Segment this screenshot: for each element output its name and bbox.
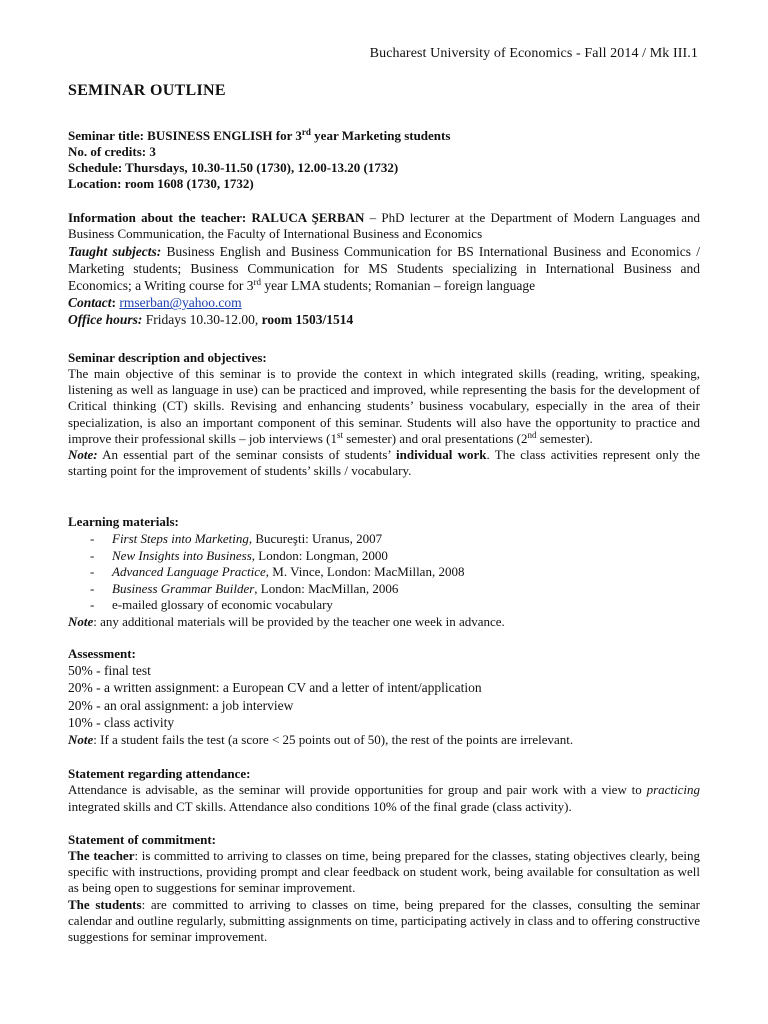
taught-subjects-text: Business English and Business Communication for BS International Business and Economics / Marketing students; Business Communication for MS Students specializing in International Business and Economics; a Writing course for 3	[68, 244, 700, 294]
description-sup-1: st	[336, 429, 343, 440]
office-room: room 1503/1514	[261, 312, 354, 328]
course-info	[68, 128, 700, 192]
page-title: SEMINAR OUTLINE	[68, 82, 226, 99]
attendance-text: Attendance is advisable, as the seminar will provide opportunities for group and pair work with a view to	[68, 782, 647, 797]
description-section	[68, 350, 700, 479]
commitment-section	[68, 832, 700, 945]
assessment-note	[68, 732, 700, 748]
teacher-commitment-label: The teacher	[68, 848, 135, 863]
list-item	[68, 597, 700, 614]
attendance-section	[68, 766, 700, 815]
description-note-label: Note:	[68, 447, 98, 463]
taught-subjects-sup: rd	[253, 277, 262, 288]
contact-label: Contact	[68, 295, 112, 311]
attendance-italic: practicing	[646, 782, 700, 797]
list-item	[68, 548, 700, 565]
list-item	[68, 581, 700, 598]
commitment-heading: Statement of commitment:	[68, 832, 217, 847]
contact-colon: :	[111, 295, 120, 311]
description-note-rest: . The class activities represent only the starting point for the improvement of students’ skills / vocabulary.	[68, 447, 700, 479]
seminar-title-line	[68, 128, 700, 144]
teacher-commitment-text: : is committed to arriving to classes on time, being prepared for the classes, stating objectives clearly, being specific with instructions, providing prompt and clear feedback on student work, being available for consultation as well as being open to suggestions for seminar improvement.	[68, 848, 700, 896]
description-text-1: The main objective of this seminar is to provide the context in which integrated skills (reading, writing, speaking, listening as well as language in use) can be practiced and improved, while representing the basis for the development of Critical thinking (CT) skills. Revising and enhancing students’ business vocabulary, especially in the area of their specialization, is also an important component of this seminar. Students will also have the opportunity to practice and improve their professional skills – job interviews (1	[68, 366, 700, 446]
location-line: Location: room 1608 (1730, 1732)	[68, 176, 254, 191]
materials-note	[68, 614, 700, 630]
taught-subjects-rest: year LMA students; Romanian – foreign language	[261, 278, 536, 294]
taught-subjects-paragraph	[68, 243, 700, 294]
seminar-title-rest: year Marketing students	[310, 128, 451, 143]
material-details: , Bucureşti: Uranus, 2007	[248, 531, 383, 546]
description-sup-2: nd	[527, 429, 537, 440]
material-details: e-mailed glossary of economic vocabulary	[112, 597, 333, 613]
office-hours-label: Office hours:	[68, 312, 143, 328]
attendance-text-rest: integrated skills and CT skills. Attendance also conditions 10% of the final grade (class activity).	[68, 798, 572, 814]
schedule-line: Schedule: Thursdays, 10.30-11.50 (1730), 12.00-13.20 (1732)	[68, 160, 399, 175]
list-item	[68, 564, 700, 581]
material-title: First Steps into Marketing	[112, 531, 249, 546]
description-paragraph	[68, 366, 700, 447]
description-note-bold: individual work	[396, 447, 487, 463]
students-commitment-label: The students	[68, 896, 142, 912]
credits-line: No. of credits: 3	[68, 144, 156, 159]
material-title: Business Grammar Builder	[112, 580, 255, 596]
description-text-2: semester) and oral presentations (2	[343, 430, 528, 446]
materials-note-text: : any additional materials will be provided by the teacher one week in advance.	[93, 613, 505, 629]
materials-note-label: Note	[68, 613, 94, 629]
materials-section	[68, 514, 700, 630]
students-commitment-paragraph	[68, 897, 700, 946]
material-details: , M. Vince, London: MacMillan, 2008	[265, 564, 465, 580]
teacher-info-paragraph	[68, 210, 700, 242]
description-heading: Seminar description and objectives:	[68, 350, 267, 365]
teacher-info-label: Information about the teacher:	[68, 210, 247, 225]
teacher-info-text: – PhD lecturer at the Department of Modern Languages and Business Communication, the Faculty of International Business and Economics	[68, 210, 700, 242]
material-details: , London: Longman, 2000	[251, 547, 388, 563]
assessment-item: 20% - an oral assignment: a job interview	[68, 697, 294, 713]
taught-subjects-label: Taught subjects:	[68, 244, 162, 260]
header-institution-line: Bucharest University of Economics - Fall 2014 / Mk III.1	[369, 46, 698, 61]
teacher-name: RALUCA ŞERBAN	[246, 210, 365, 225]
material-title: New Insights into Business	[112, 547, 252, 563]
contact-email-link[interactable]: rmserban@yahoo.com	[119, 295, 242, 311]
office-hours-line	[68, 311, 700, 328]
students-commitment-text: : are committed to arriving to classes on time, being prepared for the classes, consulting the seminar calendar and outline regularly, submitting assignments on time, participating actively in class and to offering constructive suggestions for seminar improvement.	[68, 896, 700, 945]
contact-line	[68, 294, 700, 311]
material-title: Advanced Language Practice	[112, 564, 266, 580]
assessment-heading: Assessment:	[68, 646, 136, 661]
list-item	[68, 531, 700, 548]
material-details: , London: MacMillan, 2006	[254, 580, 399, 596]
attendance-paragraph	[68, 782, 700, 815]
seminar-title-text: Seminar title: BUSINESS ENGLISH for 3	[68, 128, 302, 143]
office-hours-text: Fridays 10.30-12.00,	[142, 312, 262, 328]
assessment-note-text: : If a student fails the test (a score < 25 points out of 50), the rest of the points are irrelevant.	[93, 731, 574, 747]
assessment-section	[68, 646, 700, 748]
teacher-commitment-paragraph	[68, 848, 700, 897]
assessment-item: 50% - final test	[68, 663, 151, 678]
materials-list	[68, 531, 700, 614]
seminar-title-sup: rd	[301, 127, 311, 137]
teacher-section	[68, 210, 700, 328]
description-text-3: semester).	[536, 430, 593, 446]
assessment-item: 10% - class activity	[68, 715, 175, 731]
materials-heading: Learning materials:	[68, 514, 179, 529]
description-note-text: An essential part of the seminar consists of students’	[97, 447, 396, 463]
assessment-item: 20% - a written assignment: a European CV and a letter of intent/application	[68, 680, 482, 696]
description-note	[68, 447, 700, 479]
attendance-heading: Statement regarding attendance:	[68, 766, 251, 781]
assessment-note-label: Note	[68, 731, 94, 747]
